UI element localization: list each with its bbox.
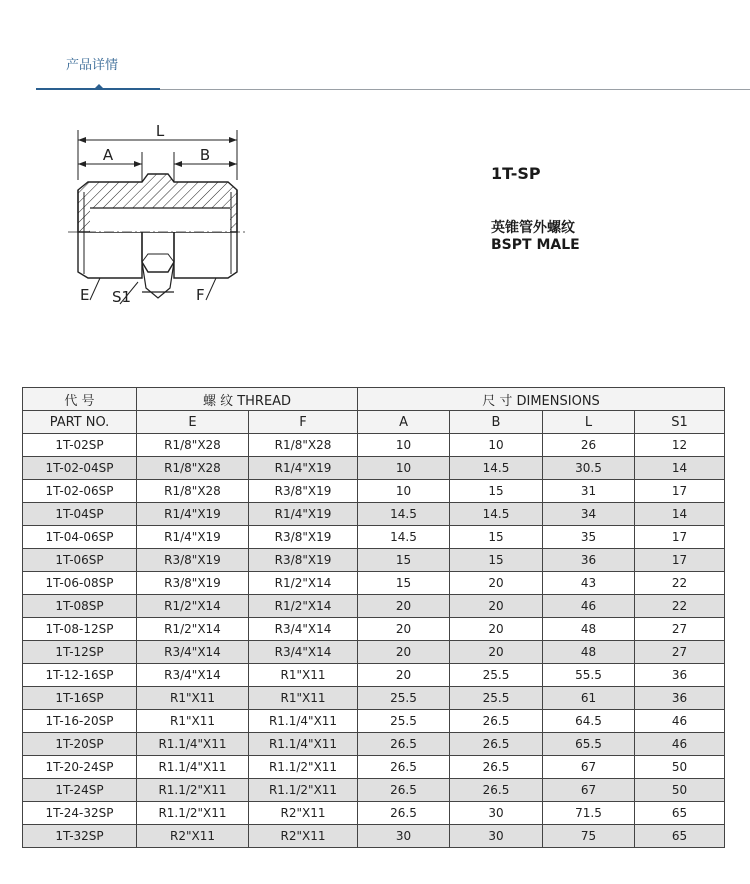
table-cell-s1: 36 (635, 687, 725, 710)
header-col-s1: S1 (635, 411, 725, 434)
table-cell-b: 26.5 (450, 710, 543, 733)
table-cell-a: 20 (358, 664, 450, 687)
table-cell-e: R1.1/4"X11 (137, 756, 249, 779)
table-cell-l: 36 (543, 549, 635, 572)
table-cell-s1: 65 (635, 802, 725, 825)
table-cell-part: 1T-04SP (23, 503, 137, 526)
table-cell-b: 15 (450, 549, 543, 572)
table-cell-s1: 14 (635, 457, 725, 480)
table-row (23, 434, 725, 457)
table-cell-l: 46 (543, 595, 635, 618)
table-cell-e: R1.1/2"X11 (137, 779, 249, 802)
table-cell-s1: 22 (635, 572, 725, 595)
table-cell-s1: 27 (635, 618, 725, 641)
table-row (23, 733, 725, 756)
table-cell-part: 1T-16SP (23, 687, 137, 710)
table-cell-f: R2"X11 (249, 825, 358, 848)
table-cell-f: R1"X11 (249, 687, 358, 710)
table-row (23, 480, 725, 503)
table-cell-a: 25.5 (358, 687, 450, 710)
table-cell-e: R1/2"X14 (137, 595, 249, 618)
table-cell-part: 1T-32SP (23, 825, 137, 848)
table-cell-f: R1/4"X19 (249, 457, 358, 480)
table-cell-b: 20 (450, 641, 543, 664)
table-cell-e: R3/8"X19 (137, 572, 249, 595)
header-col-e: E (137, 411, 249, 434)
table-row (23, 503, 725, 526)
table-cell-part: 1T-12-16SP (23, 664, 137, 687)
header-thread: 螺 纹 THREAD (137, 388, 358, 411)
header-col-f: F (249, 411, 358, 434)
table-cell-f: R1.1/4"X11 (249, 710, 358, 733)
table-cell-l: 48 (543, 618, 635, 641)
table-cell-b: 20 (450, 618, 543, 641)
table-cell-l: 75 (543, 825, 635, 848)
table-cell-part: 1T-08SP (23, 595, 137, 618)
table-cell-e: R1.1/2"X11 (137, 802, 249, 825)
table-cell-part: 1T-02-06SP (23, 480, 137, 503)
table-cell-a: 10 (358, 457, 450, 480)
table-row (23, 687, 725, 710)
table-cell-part: 1T-02SP (23, 434, 137, 457)
table-cell-f: R1.1/4"X11 (249, 733, 358, 756)
table-cell-e: R1/4"X19 (137, 526, 249, 549)
table-row (23, 595, 725, 618)
table-cell-b: 20 (450, 595, 543, 618)
table-cell-f: R1.1/2"X11 (249, 779, 358, 802)
table-cell-l: 34 (543, 503, 635, 526)
table-cell-f: R3/8"X19 (249, 526, 358, 549)
table-cell-a: 26.5 (358, 733, 450, 756)
table-cell-l: 30.5 (543, 457, 635, 480)
label-f: F (196, 286, 205, 304)
table-cell-e: R1/8"X28 (137, 434, 249, 457)
tab-product-details[interactable]: 产品详情 (66, 58, 119, 73)
table-cell-part: 1T-24-32SP (23, 802, 137, 825)
table-cell-a: 20 (358, 595, 450, 618)
product-name-en: BSPT MALE (491, 237, 580, 253)
table-cell-s1: 14 (635, 503, 725, 526)
table-cell-f: R1/2"X14 (249, 595, 358, 618)
table-cell-l: 67 (543, 779, 635, 802)
tab-caret-icon (95, 84, 103, 88)
table-cell-part: 1T-20-24SP (23, 756, 137, 779)
table-cell-part: 1T-12SP (23, 641, 137, 664)
table-cell-b: 26.5 (450, 733, 543, 756)
table-cell-l: 64.5 (543, 710, 635, 733)
table-cell-l: 71.5 (543, 802, 635, 825)
table-cell-e: R1/4"X19 (137, 503, 249, 526)
table-cell-e: R1/8"X28 (137, 480, 249, 503)
table-cell-b: 15 (450, 526, 543, 549)
table-cell-f: R2"X11 (249, 802, 358, 825)
table-cell-s1: 46 (635, 710, 725, 733)
table-cell-s1: 50 (635, 779, 725, 802)
table-cell-s1: 17 (635, 526, 725, 549)
table-cell-b: 25.5 (450, 687, 543, 710)
table-cell-e: R1/2"X14 (137, 618, 249, 641)
table-cell-b: 30 (450, 802, 543, 825)
table-cell-f: R3/8"X19 (249, 549, 358, 572)
table-cell-a: 20 (358, 618, 450, 641)
table-row (23, 664, 725, 687)
table-cell-f: R3/8"X19 (249, 480, 358, 503)
table-cell-f: R1/2"X14 (249, 572, 358, 595)
table-cell-a: 25.5 (358, 710, 450, 733)
header-col-a: A (358, 411, 450, 434)
table-cell-a: 15 (358, 549, 450, 572)
table-cell-l: 61 (543, 687, 635, 710)
table-row (23, 618, 725, 641)
table-cell-a: 14.5 (358, 526, 450, 549)
table-cell-l: 67 (543, 756, 635, 779)
table-cell-a: 26.5 (358, 756, 450, 779)
table-cell-f: R1.1/2"X11 (249, 756, 358, 779)
table-cell-b: 14.5 (450, 503, 543, 526)
header-dimensions: 尺 寸 DIMENSIONS (358, 388, 725, 411)
fitting-drawing (60, 112, 250, 312)
table-cell-b: 10 (450, 434, 543, 457)
table-row (23, 526, 725, 549)
label-s1: S1 (112, 288, 132, 306)
table-cell-part: 1T-24SP (23, 779, 137, 802)
table-row (23, 825, 725, 848)
table-cell-part: 1T-04-06SP (23, 526, 137, 549)
table-row (23, 457, 725, 480)
product-model: 1T-SP (491, 164, 541, 183)
table-cell-f: R1"X11 (249, 664, 358, 687)
table-cell-s1: 17 (635, 480, 725, 503)
table-cell-l: 55.5 (543, 664, 635, 687)
table-cell-e: R3/4"X14 (137, 664, 249, 687)
table-cell-b: 25.5 (450, 664, 543, 687)
table-cell-a: 14.5 (358, 503, 450, 526)
table-cell-l: 35 (543, 526, 635, 549)
table-row (23, 802, 725, 825)
table-cell-part: 1T-20SP (23, 733, 137, 756)
header-part-en: PART NO. (23, 411, 137, 434)
table-cell-part: 1T-02-04SP (23, 457, 137, 480)
table-row (23, 549, 725, 572)
header-col-b: B (450, 411, 543, 434)
table-cell-l: 48 (543, 641, 635, 664)
table-row (23, 572, 725, 595)
table-cell-e: R1/8"X28 (137, 457, 249, 480)
label-e: E (80, 286, 90, 304)
table-cell-a: 20 (358, 641, 450, 664)
table-cell-s1: 17 (635, 549, 725, 572)
table-cell-part: 1T-08-12SP (23, 618, 137, 641)
table-cell-b: 20 (450, 572, 543, 595)
table-cell-s1: 27 (635, 641, 725, 664)
table-cell-a: 10 (358, 480, 450, 503)
table-cell-e: R2"X11 (137, 825, 249, 848)
table-cell-e: R3/8"X19 (137, 549, 249, 572)
table-cell-a: 26.5 (358, 779, 450, 802)
table-cell-f: R3/4"X14 (249, 618, 358, 641)
table-cell-a: 26.5 (358, 802, 450, 825)
table-cell-part: 1T-06-08SP (23, 572, 137, 595)
product-name-cn: 英锥管外螺纹 (491, 220, 575, 236)
dim-a-label: A (102, 146, 114, 164)
table-cell-s1: 22 (635, 595, 725, 618)
table-cell-a: 15 (358, 572, 450, 595)
table-cell-b: 26.5 (450, 779, 543, 802)
table-cell-b: 14.5 (450, 457, 543, 480)
table-cell-part: 1T-16-20SP (23, 710, 137, 733)
spec-table (22, 387, 725, 848)
table-row (23, 641, 725, 664)
table-cell-e: R1"X11 (137, 710, 249, 733)
table-cell-a: 10 (358, 434, 450, 457)
header-part-cn: 代 号 (23, 388, 137, 411)
table-cell-f: R1/8"X28 (249, 434, 358, 457)
table-cell-l: 31 (543, 480, 635, 503)
table-row (23, 756, 725, 779)
table-cell-part: 1T-06SP (23, 549, 137, 572)
table-cell-s1: 12 (635, 434, 725, 457)
table-cell-l: 43 (543, 572, 635, 595)
spec-table-body (23, 434, 725, 848)
table-cell-f: R3/4"X14 (249, 641, 358, 664)
table-cell-f: R1/4"X19 (249, 503, 358, 526)
table-cell-e: R1"X11 (137, 687, 249, 710)
table-cell-e: R3/4"X14 (137, 641, 249, 664)
table-cell-b: 15 (450, 480, 543, 503)
table-cell-s1: 65 (635, 825, 725, 848)
dim-b-label: B (199, 146, 211, 164)
table-cell-s1: 50 (635, 756, 725, 779)
tab-active-indicator (36, 88, 160, 90)
table-cell-b: 30 (450, 825, 543, 848)
table-cell-a: 30 (358, 825, 450, 848)
table-row (23, 710, 725, 733)
header-col-l: L (543, 411, 635, 434)
table-cell-l: 65.5 (543, 733, 635, 756)
table-cell-l: 26 (543, 434, 635, 457)
table-cell-s1: 36 (635, 664, 725, 687)
table-row (23, 779, 725, 802)
table-cell-e: R1.1/4"X11 (137, 733, 249, 756)
dim-l-label: L (155, 122, 165, 140)
table-cell-s1: 46 (635, 733, 725, 756)
table-cell-b: 26.5 (450, 756, 543, 779)
